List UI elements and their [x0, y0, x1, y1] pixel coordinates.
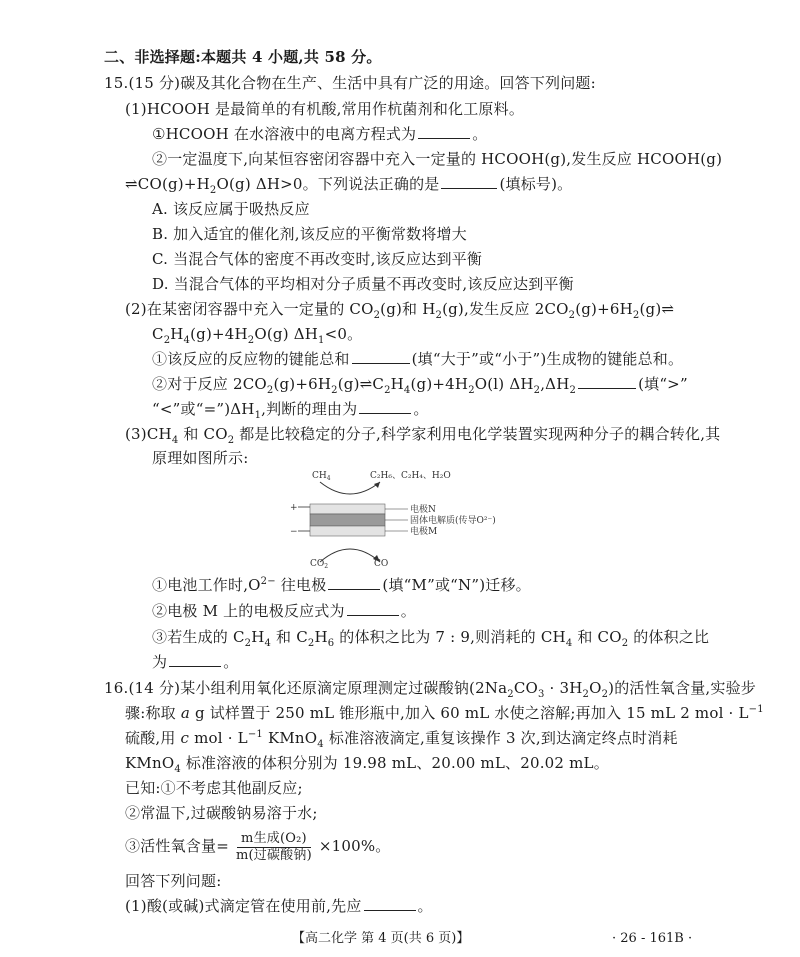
q16-answer-prompt: 回答下列问题:: [125, 872, 222, 890]
top-arrowhead: [374, 482, 380, 488]
answer-blank[interactable]: [352, 349, 410, 364]
q16-known3: ③活性氧含量= $\frac{\text{m生成(O₂)}}{\text{m(过碳酸钠)}}$ ×100%。: [125, 830, 391, 863]
diagram-co-label: CO: [374, 559, 389, 568]
top-arrow: [320, 482, 380, 494]
q16-known1: 已知:①不考虑其他副反应;: [125, 779, 303, 797]
q15-3-2: ②电极 M 上的电极反应式为 。: [152, 602, 416, 620]
electrode-n: [310, 504, 385, 514]
q16-line1: 16.(14 分)某小组利用氧化还原滴定原理测定过碳酸钠$(2Na_2CO_3 \cdot 3H_2O_2)$的活性氧含量,实验步: [104, 679, 756, 700]
electrochem-diagram: [280, 466, 520, 568]
answer-blank[interactable]: [328, 575, 380, 590]
q15-2-2a: ②对于反应 $2CO_2(g)+6H_2(g)\rightleftharpoons C_2H_4(g)+4H_2O(l)$ $\Delta H_2,\Delta H_2$ (填“>”: [152, 375, 688, 396]
q15-3-3: ③若生成的 $C_2H_4$ 和 $C_2H_6$ 的体积之比为 7 : 9,则消耗的 $CH_4$ 和 $CO_2$ 的体积之比: [152, 628, 710, 649]
diagram-co2-label: $CO_2$: [310, 559, 329, 568]
footer-page-info: 【高二化学 第 4 页(共 6 页)】: [292, 931, 470, 946]
q15-2-1: ①该反应的反应物的键能总和 (填“大于”或“小于”)生成物的键能总和。: [152, 350, 684, 368]
q15-part3a: $(3)CH_4$ 和 $CO_2$ 都是比较稳定的分子,科学家利用电化学装置实现两种分子的耦合转化,其: [125, 425, 721, 446]
footer-code: · 26 - 161B ·: [612, 931, 693, 946]
label-electrode-n: 电极N: [410, 505, 436, 515]
diagram-ch4-label: $CH_4$: [312, 471, 331, 482]
answer-blank[interactable]: [578, 374, 636, 389]
q15-part2a: (2)在某密闭容器中充入一定量的 $CO_2(g)$和 $H_2(g)$,发生反应 $2CO_2(g)+6H_2(g)\rightleftharpoons$: [125, 300, 675, 321]
q16-1: (1)酸(或碱)式滴定管在使用前,先应 。: [125, 897, 433, 915]
q15-part3b: 原理如图所示:: [152, 449, 249, 467]
answer-blank[interactable]: [441, 174, 497, 189]
electrode-m: [310, 526, 385, 536]
solid-electrolyte: [310, 514, 385, 526]
q15-part1: (1)HCOOH 是最简单的有机酸,常用作杭菌剂和化工原料。: [125, 100, 525, 118]
q15-part2b: $C_2H_4(g)+4H_2O(g)$ $\Delta H_1<0$。: [152, 325, 363, 346]
option-a: A. 该反应属于吸热反应: [152, 200, 310, 218]
diagram-products-label: C₂H₆、C₂H₄、H₂O: [370, 471, 451, 481]
answer-blank[interactable]: [364, 896, 416, 911]
label-electrode-m: 电极M: [410, 527, 438, 537]
option-c: C. 当混合气体的密度不再改变时,该反应达到平衡: [152, 250, 483, 268]
q16-line4: KMnO$_4$ 标准溶液的体积分别为 19.98 mL、20.00 mL、20.02 mL。: [125, 754, 609, 775]
label-electrolyte: 固体电解质(传导O²⁻): [410, 516, 496, 526]
answer-blank[interactable]: [359, 399, 411, 414]
q16-line3: 硫酸,用 c mol · $L^{-1}$ KMnO$_4$ 标准溶液滴定,重复该操作 3 次,到达滴定终点时消耗: [125, 729, 678, 750]
q15-3-4: 为 。: [152, 653, 239, 671]
minus-sign: −: [290, 527, 298, 537]
q15-1-2a: ②一定温度下,向某恒容密闭容器中充入一定量的 HCOOH(g),发生反应 HCOOH(g): [152, 150, 723, 168]
answer-blank[interactable]: [169, 652, 221, 667]
q16-known2: ②常温下,过碳酸钠易溶于水;: [125, 804, 318, 822]
q15-3-1: ①电池工作时$,O^{2-}$ 往电极 (填“M”或“N”)迁移。: [152, 576, 531, 594]
active-oxygen-fraction: $\frac{\text{m生成(O₂)}}{\text{m(过碳酸钠)}}$: [235, 830, 312, 863]
answer-blank[interactable]: [418, 124, 470, 139]
plus-sign: +: [290, 503, 298, 513]
bottom-arrow: [320, 549, 380, 562]
q15-1-2b: $\rightleftharpoons CO(g)+H_2O(g)$ ΔH>0。下列说法正确的是 (填标号)。: [125, 175, 573, 196]
q15-2-2b: “<”或“$=”)\Delta H_1$,判断的理由为 。: [152, 400, 429, 421]
q15-intro: 15.(15 分)碳及其化合物在生产、生活中具有广泛的用途。回答下列问题:: [104, 74, 596, 92]
option-d: D. 当混合气体的平均相对分子质量不再改变时,该反应达到平衡: [152, 275, 574, 293]
q15-1-1: ①HCOOH 在水溶液中的电离方程式为 。: [152, 125, 488, 143]
option-b: B. 加入适宜的催化剂,该反应的平衡常数将增大: [152, 225, 467, 243]
section-title: 二、非选择题:本题共 4 小题,共 58 分。: [104, 48, 382, 66]
q16-line2: 骤:称取 a g 试样置于 250 mL 锥形瓶中,加入 60 mL 水使之溶解;再加入 15 mL 2 mol · $L^{-1}$: [125, 704, 764, 722]
answer-blank[interactable]: [347, 601, 399, 616]
